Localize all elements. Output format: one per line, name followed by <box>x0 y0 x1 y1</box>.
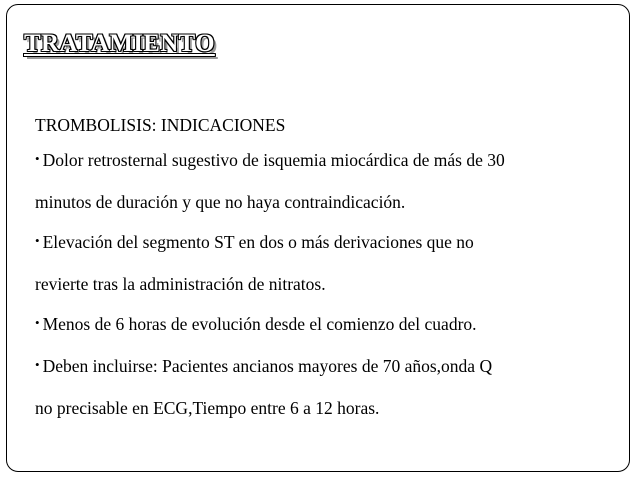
bullet-4-line-2: no precisable en ECG,Tiempo entre 6 a 12 horas. <box>35 398 380 418</box>
bullet-item-1-continued <box>35 182 625 222</box>
bullet-4-line-1: Deben incluirse: Pacientes ancianos mayores de 70 años,onda Q <box>42 356 493 376</box>
slide-title: TRATAMIENTO <box>24 30 215 57</box>
bullet-icon: • <box>35 315 40 330</box>
bullet-2-line-1: Elevación del segmento ST en dos o más derivaciones que no <box>42 232 474 252</box>
bullet-item-1 <box>35 140 625 182</box>
bullet-item-3 <box>35 304 625 346</box>
section-heading: TROMBOLISIS: INDICACIONES <box>35 115 286 135</box>
bullet-1-line-2: minutos de duración y que no haya contraindicación. <box>35 192 406 212</box>
bullet-item-2-continued <box>35 264 625 304</box>
bullet-item-4-continued <box>35 388 625 428</box>
slide-frame <box>6 4 630 472</box>
bullet-icon: • <box>35 151 40 166</box>
bullet-icon: • <box>35 233 40 248</box>
slide-body <box>35 110 625 428</box>
bullet-3-line-1: Menos de 6 horas de evolución desde el comienzo del cuadro. <box>42 314 477 334</box>
bullet-2-line-2: revierte tras la administración de nitratos. <box>35 274 326 294</box>
bullet-1-line-1: Dolor retrosternal sugestivo de isquemia miocárdica de más de 30 <box>42 150 505 170</box>
bullet-item-4 <box>35 346 625 388</box>
bullet-icon: • <box>35 357 40 372</box>
bullet-item-2 <box>35 222 625 264</box>
